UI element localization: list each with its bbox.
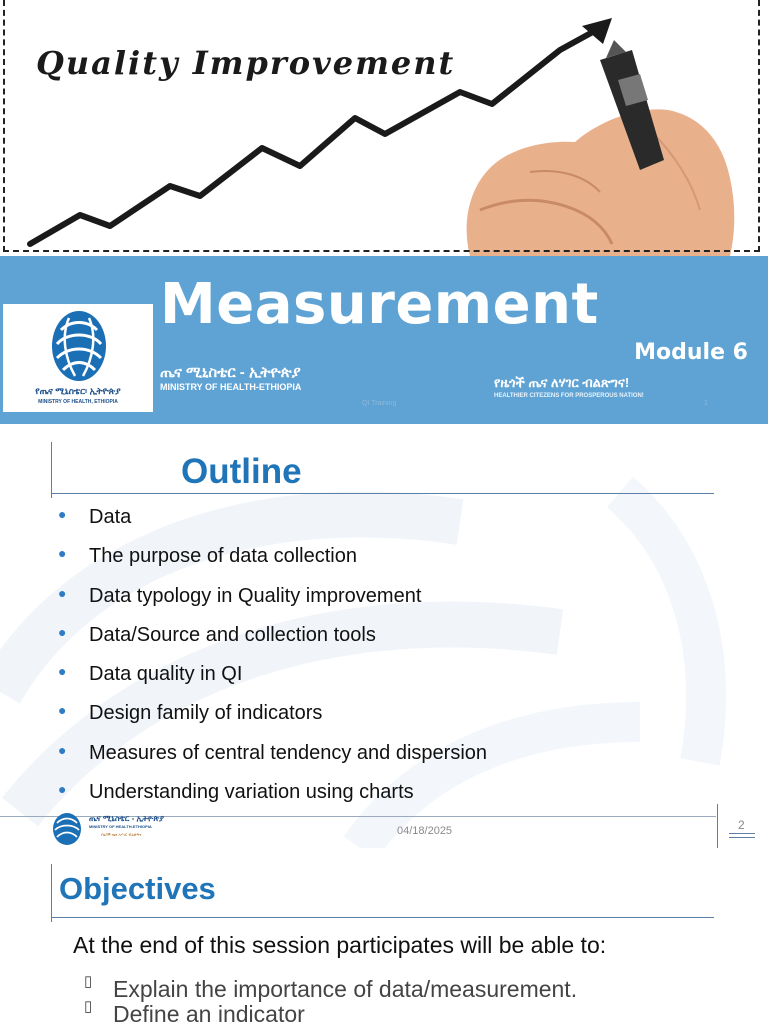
dashed-frame	[3, 0, 760, 252]
ministry-english: MINISTRY OF HEALTH-ETHIOPIA	[160, 382, 302, 392]
ministry-amharic: ጤና ሚኒስቴር - ኢትዮጵያ	[160, 364, 301, 381]
bullet-dot-icon: ●	[58, 545, 67, 562]
slide-number-underline	[729, 837, 755, 838]
slide-number: 2	[738, 818, 745, 832]
slide-number: 1	[704, 400, 708, 407]
slide-1-title	[0, 0, 768, 424]
bullet-dot-icon: ●	[58, 663, 67, 680]
objectives-title: Objectives	[59, 871, 216, 906]
objectives-intro: At the end of this session participates will be able to:	[73, 932, 607, 958]
title-accent-vertical	[51, 442, 52, 498]
bullet-dot-icon: ●	[58, 702, 67, 719]
footer-logo-english: MINISTRY OF HEALTH-ETHIOPIA	[89, 824, 152, 829]
bullet-dot-icon: ●	[58, 584, 67, 601]
missing-glyph-icon: ▯	[84, 973, 93, 990]
slide-number-divider	[717, 804, 718, 848]
ministry-logo	[3, 304, 153, 412]
slide-2-outline: Outline ● Data ● The purpose of data collection ● Data typology in Quality improvement ● Data/Source and collection tools ● Data quality in QI ● Design family of indicators ● Measures of central tendency and dispersion ● Understanding variation using charts ጤና ሚኒስቴር - ኢትዮጵያ MINISTRY OF HEALTH-ETHIOPIA የዜጎች ጤና ለሃገር ብልጽግና 04/18/2025 2	[0, 432, 768, 848]
footer-logo-slogan: የዜጎች ጤና ለሃገር ብልጽግና	[101, 832, 142, 837]
slide-number-underline	[729, 833, 755, 834]
slogan-amharic: የዜጎች ጤና ለሃገር ብልጽግና!	[494, 375, 630, 390]
bullet-dot-icon: ●	[58, 506, 67, 522]
slide-footer-text: QI Training	[362, 400, 397, 407]
footer-logo-amharic: ጤና ሚኒስቴር - ኢትዮጵያ	[89, 814, 165, 823]
bullet-dot-icon: ●	[58, 741, 67, 758]
title-underline	[51, 493, 714, 494]
slogan-english: HEALTHIER CITEZENS FOR PROSPEROUS NATION!	[494, 393, 644, 399]
logo-english-text: MINISTRY OF HEALTH, ETHIOPIA	[38, 399, 118, 405]
bullet-dot-icon: ●	[58, 781, 67, 798]
slide-3-objectives: Objectives At the end of this session participates will be able to: ▯ Explain the importance of data/measurement. ▯ Define an indicator	[0, 848, 768, 1024]
quality-improvement-banner	[0, 0, 768, 256]
footer-date: 04/18/2025	[397, 825, 453, 837]
banner-title-text: Quality Improvement	[36, 44, 456, 82]
module-label: Module 6	[634, 340, 748, 365]
bullet-dot-icon: ●	[58, 623, 67, 640]
missing-glyph-icon: ▯	[84, 998, 93, 1015]
ministry-emblem-icon	[52, 812, 82, 846]
title-accent-vertical	[51, 864, 52, 922]
title-underline	[51, 917, 714, 918]
ministry-emblem-icon	[51, 310, 107, 382]
slide-title: Measurement	[160, 272, 599, 337]
outline-title: Outline	[181, 452, 302, 491]
logo-amharic-text: የጤና ሚኒስቴር፡ ኢትዮጵያ	[35, 386, 121, 396]
